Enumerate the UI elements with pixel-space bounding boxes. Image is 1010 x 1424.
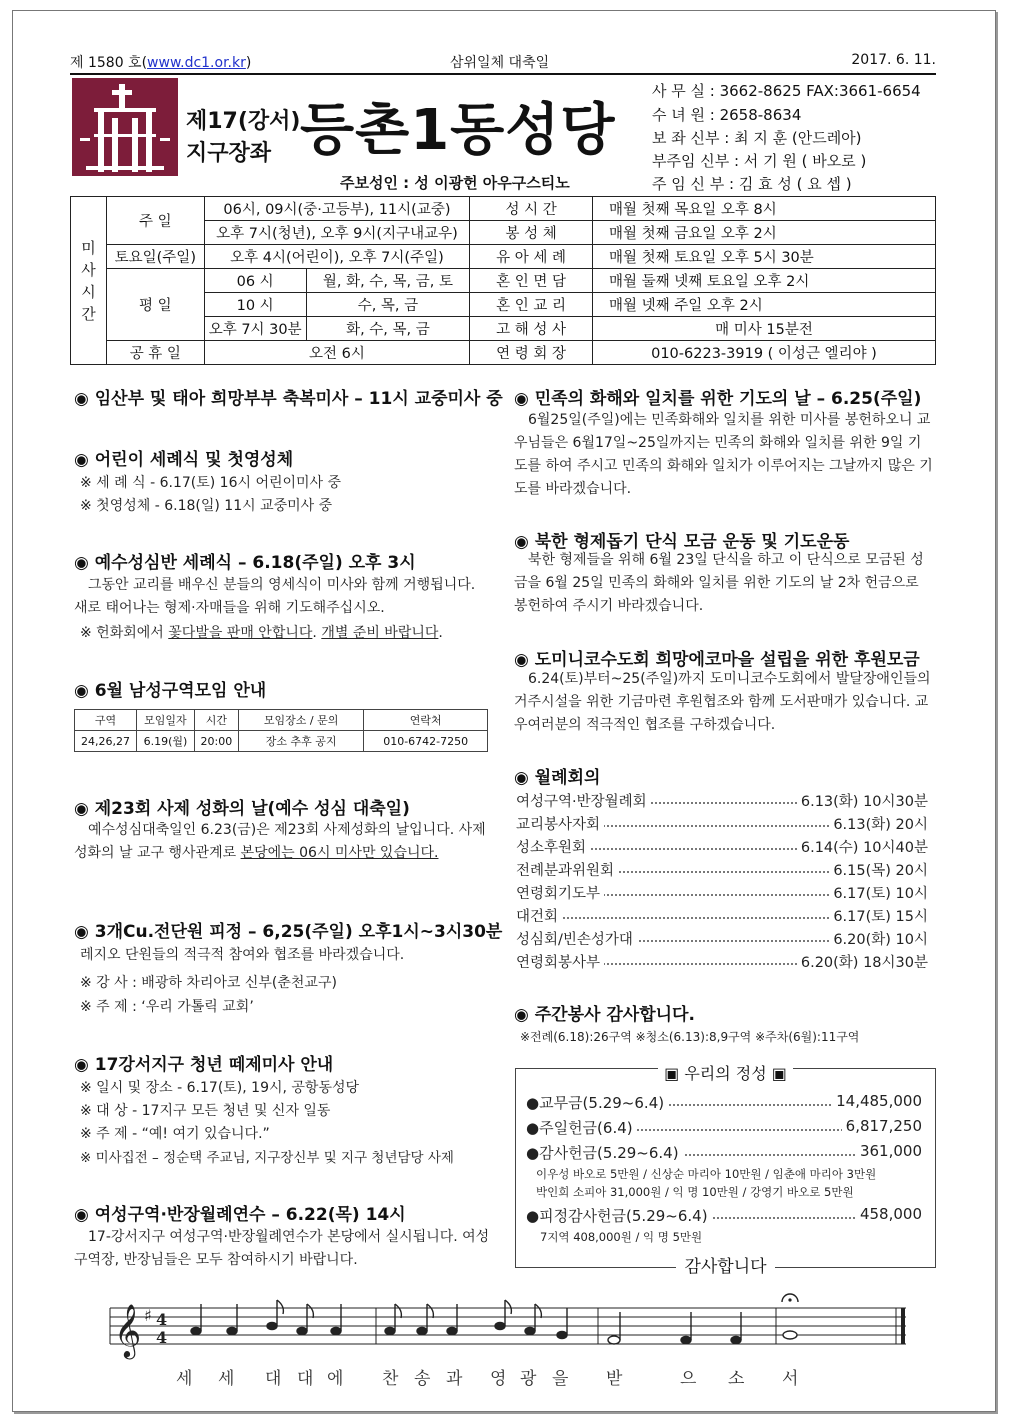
section-body: 6.24(토)부터~25(주일)까지 도미니코수도회에서 발달장애인들의 거주시설을 위한 기금마련 후원협조와 함께 도서판매가 있습니다. 교우여러분의 적극적인 협조를 구하겠습니다. xyxy=(514,671,931,733)
section-title: ◉ 월례회의 xyxy=(514,768,601,788)
section-title: ◉ 3개Cu.전단원 피정 – 6,25(주일) 오후1시~3시30분 xyxy=(74,922,503,942)
lyric-syllable: 에 xyxy=(327,1369,344,1389)
issue-line xyxy=(70,52,936,72)
time-signature: 4 xyxy=(156,1328,168,1347)
meeting-row xyxy=(516,790,928,812)
offering-name: ●주일헌금(6.4) xyxy=(526,1117,637,1138)
website-link[interactable]: www.dc1.or.kr xyxy=(147,55,246,71)
lyric-syllable: 대 xyxy=(265,1369,282,1389)
section-body xyxy=(74,819,490,865)
meeting-date: 6.13(화) 10시30분 xyxy=(797,790,928,811)
offering-name: ●피정감사헌금(5.29~6.4) xyxy=(526,1205,712,1226)
meeting-name: 연령회봉사부 xyxy=(516,951,604,972)
note-text: ※ 헌화회에서 xyxy=(80,625,169,641)
service-value: 매월 첫째 목요일 오후 8시 xyxy=(592,197,935,221)
note-emphasis: 꽃다발을 판매 안합니다 xyxy=(168,625,313,641)
lyric-syllable: 대 xyxy=(297,1369,314,1389)
meeting-row xyxy=(516,905,928,927)
table-header: 모임장소 / 문의 xyxy=(238,710,364,731)
list-item: ※ 일시 및 장소 - 6.17(토), 19시, 공항동성당 xyxy=(80,1080,360,1096)
service-value: 매월 첫째 금요일 오후 2시 xyxy=(592,221,935,245)
service-value: 010-6223-3919 ( 이성근 엘리야 ) xyxy=(592,341,935,365)
section-title: ◉ 임산부 및 태아 희망부부 축복미사 – 11시 교중미사 중 xyxy=(74,389,503,409)
lyric-syllable: 세 xyxy=(176,1369,193,1389)
meeting-name: 전례분과위원회 xyxy=(516,859,618,880)
body-text: 예수성심대축일인 6.23(금)은 제23회 사제성화의 날입니다. 사제 성화의 날 교구 행사관계로 xyxy=(74,822,486,861)
music-staff xyxy=(100,1290,910,1364)
thanks-text: 감사합니다 xyxy=(676,1257,774,1277)
weekday-days: 화, 수, 목, 금 xyxy=(306,317,470,341)
meeting-name: 대건회 xyxy=(516,905,562,926)
section-title: ◉ 어린이 세례식 및 첫영성체 xyxy=(74,450,294,470)
offering-amount: 361,000 xyxy=(856,1142,922,1160)
meeting-date: 6.15(목) 20시 xyxy=(829,859,928,880)
note-emphasis: 개별 준비 바랍니다 xyxy=(321,625,439,641)
section-title: ◉ 여성구역·반장월례연수 – 6.22(목) 14시 xyxy=(74,1205,406,1225)
header-rule xyxy=(70,73,936,75)
contact-pastor: 주 임 신 부 : 김 효 성 ( 요 셉 ) xyxy=(652,175,852,193)
offering-title: ▣ 우리의 정성 ▣ xyxy=(658,1064,793,1083)
lyric-syllable: 소 xyxy=(728,1369,745,1389)
sunday-label: 주 일 xyxy=(106,197,204,245)
contact-office: 사 무 실 : 3662-8625 FAX:3661-6654 xyxy=(652,82,921,100)
saturday-label: 토요일(주일) xyxy=(106,245,204,269)
meeting-name: 연령회기도부 xyxy=(516,882,604,903)
body-emphasis: 본당에는 06시 미사만 있습니다. xyxy=(240,845,439,861)
section-title: ◉ 민족의 화해와 일치를 위한 기도의 날 – 6.25(주일) xyxy=(514,389,922,409)
list-item: ※ 미사집전 – 정순택 주교님, 지구장신부 및 지구 청년담당 사제 xyxy=(80,1150,454,1166)
service-label: 유 아 세 례 xyxy=(470,245,593,269)
mass-schedule-table xyxy=(70,196,936,365)
section-body: 그동안 교리를 배우신 분들의 영세식이 미사와 함께 거행됩니다. 새로 태어나는 형제·자매들을 위해 기도해주십시오. xyxy=(74,577,476,616)
section-title: ◉ 북한 형제돕기 단식 모금 운동 및 기도운동 xyxy=(514,532,850,552)
district-label-2: 지구장좌 xyxy=(186,141,272,166)
sunday-times-1: 06시, 09시(중·고등부), 11시(교중) xyxy=(204,197,470,221)
lyric-syllable: 서 xyxy=(782,1369,799,1389)
section-title: ◉ 예수성심반 세례식 – 6.18(주일) 오후 3시 xyxy=(74,553,416,573)
service-label: 고 해 성 사 xyxy=(470,317,593,341)
donor-list: 7지역 408,000원 / 익 명 5만원 xyxy=(540,1230,703,1244)
meeting-name: 교리봉사자회 xyxy=(516,813,604,834)
weekday-days: 수, 목, 금 xyxy=(306,293,470,317)
section-title: ◉ 도미니코수도회 희망에코마을 설립을 위한 후원모금 xyxy=(514,650,920,670)
church-name: 등촌1동성당 xyxy=(300,98,616,163)
district-label-1: 제17(강서) xyxy=(186,109,301,134)
table-header: 연락처 xyxy=(364,710,488,731)
lyric-syllable: 송 xyxy=(414,1369,431,1389)
service-value: 매월 둘째 넷째 토요일 오후 2시 xyxy=(592,269,935,293)
issue-suffix: ) xyxy=(245,55,252,71)
offering-row xyxy=(526,1092,922,1114)
meeting-date: 6.20(화) 10시 xyxy=(829,928,928,949)
donor-list: 박인희 소피아 31,000원 / 익 명 10만원 / 강영기 바오로 5만원 xyxy=(536,1185,854,1199)
table-header: 구역 xyxy=(75,710,137,731)
service-value: 매 미사 15분전 xyxy=(592,317,935,341)
meeting-row xyxy=(516,951,928,973)
section-note xyxy=(80,622,443,642)
lyric-syllable: 을 xyxy=(552,1369,569,1389)
weekday-days: 월, 화, 수, 목, 금, 토 xyxy=(306,269,470,293)
lyric-syllable: 세 xyxy=(218,1369,235,1389)
table-cell: 장소 추후 공지 xyxy=(238,731,364,752)
table-header: 모임일자 xyxy=(136,710,194,731)
meeting-row xyxy=(516,836,928,858)
table-cell: 010-6742-7250 xyxy=(364,731,488,752)
weekday-time: 06 시 xyxy=(204,269,306,293)
section-title: ◉ 제23회 사제 성화의 날(예수 성심 대축일) xyxy=(74,799,410,819)
list-item: ※ 세 례 식 - 6.17(토) 16시 어린이미사 중 xyxy=(80,475,342,491)
meeting-date: 6.17(토) 10시 xyxy=(829,882,928,903)
patron-saint: 주보성인 : 성 이광헌 아우구스티노 xyxy=(340,174,570,192)
meeting-row xyxy=(516,928,928,950)
table-header: 시간 xyxy=(194,710,238,731)
meeting-date: 6.17(토) 15시 xyxy=(829,905,928,926)
volunteer-thanks: ※전례(6.18):26구역 ※청소(6.13):8,9구역 ※주차(6월):11구역 xyxy=(520,1030,860,1044)
offering-row xyxy=(526,1142,922,1164)
offering-amount: 14,485,000 xyxy=(832,1092,922,1110)
district-meeting-table xyxy=(74,709,488,752)
section-body: 17-강서지구 여성구역·반장월례연수가 본당에서 실시됩니다. 여성 구역장, 반장님들은 모두 참여하시기 바랍니다. xyxy=(74,1229,490,1268)
holiday-label: 공 휴 일 xyxy=(106,341,204,365)
lyric-syllable: 광 xyxy=(520,1369,537,1389)
lyric-syllable: 으 xyxy=(680,1369,697,1389)
donor-list: 이우성 바오로 5만원 / 신상순 마리아 10만원 / 임춘애 마리아 3만원 xyxy=(536,1167,877,1181)
meeting-row xyxy=(516,859,928,881)
meeting-date: 6.13(화) 20시 xyxy=(829,813,928,834)
meeting-name: 성소후원회 xyxy=(516,836,590,857)
offering-row xyxy=(526,1205,922,1227)
thanks-wrap xyxy=(515,1252,936,1277)
mass-time-label: 미사시간 xyxy=(71,197,107,365)
issue-number: 제 1580 호( xyxy=(70,55,148,71)
offering-name: ●교무금(5.29~6.4) xyxy=(526,1092,668,1113)
note-text: . xyxy=(312,625,322,641)
service-label: 혼 인 교 리 xyxy=(470,293,593,317)
offering-title-wrap xyxy=(515,1061,936,1084)
note-text: . xyxy=(438,625,443,641)
list-item: ※ 강 사 : 배광하 차리아코 신부(춘천교구) xyxy=(80,975,337,991)
church-logo xyxy=(72,78,178,176)
time-signature: 4 xyxy=(156,1310,168,1329)
service-label: 혼 인 면 담 xyxy=(470,269,593,293)
contact-associate-priest: 부주임 신부 : 서 기 원 ( 바오로 ) xyxy=(652,152,867,170)
weekday-label: 평 일 xyxy=(106,269,204,341)
service-label: 성 시 간 xyxy=(470,197,593,221)
table-cell: 6.19(월) xyxy=(136,731,194,752)
weekday-time: 오후 7시 30분 xyxy=(204,317,306,341)
service-label: 연 령 회 장 xyxy=(470,341,593,365)
table-cell: 24,26,27 xyxy=(75,731,137,752)
meeting-date: 6.14(수) 10시40분 xyxy=(797,836,928,857)
meeting-name: 여성구역·반장월례회 xyxy=(516,790,651,811)
meeting-row xyxy=(516,882,928,904)
feast-name: 삼위일체 대축일 xyxy=(450,55,550,71)
section-body: 6월25일(주일)에는 민족화해와 일치를 위한 미사를 봉헌하오니 교우님들은 6월17일~25일까지는 민족의 화해와 일치를 위한 9일 기도를 하여 주시고 민족의 화해와 일치가 이루어지는 그날까지 많은 기도를 바라겠습니다. xyxy=(514,412,933,497)
meeting-row xyxy=(516,813,928,835)
service-label: 봉 성 체 xyxy=(470,221,593,245)
holiday-time: 오전 6시 xyxy=(204,341,470,365)
list-item: ※ 첫영성체 - 6.18(일) 11시 교중미사 중 xyxy=(80,498,333,514)
offering-row xyxy=(526,1117,922,1139)
section-body: 북한 형제들을 위해 6월 23일 단식을 하고 이 단식으로 모금된 성금을 6월 25일 민족의 화해와 일치를 위한 기도의 날 2차 헌금으로 봉헌하여 주시기 바라겠습니다. xyxy=(514,552,924,614)
lyric-syllable: 과 xyxy=(446,1369,463,1389)
contact-assistant-priest: 보 좌 신부 : 최 지 훈 (안드레아) xyxy=(652,129,862,147)
weekday-time: 10 시 xyxy=(204,293,306,317)
sunday-times-2: 오후 7시(청년), 오후 9시(지구내교우) xyxy=(204,221,470,245)
list-item: ※ 주 제 - “예! 여기 있습니다.” xyxy=(80,1126,270,1142)
treble-clef-icon: 𝄞 xyxy=(114,1303,142,1357)
saturday-times: 오후 4시(어린이), 오후 7시(주일) xyxy=(204,245,470,269)
sharp-icon: ♯ xyxy=(144,1306,152,1325)
service-value: 매월 넷째 주일 오후 2시 xyxy=(592,293,935,317)
section-body: 레지오 단원들의 적극적 참여와 협조를 바라겠습니다. xyxy=(80,947,405,963)
offering-amount: 6,817,250 xyxy=(842,1117,922,1135)
lyric-syllable: 영 xyxy=(490,1369,507,1389)
meeting-date: 6.20(화) 18시30분 xyxy=(797,951,928,972)
offering-amount: 458,000 xyxy=(856,1205,922,1223)
issue-date: 2017. 6. 11. xyxy=(851,52,936,68)
lyric-syllable: 받 xyxy=(606,1369,623,1389)
section-title: ◉ 17강서지구 청년 떼제미사 안내 xyxy=(74,1055,334,1075)
table-cell: 20:00 xyxy=(194,731,238,752)
offering-name: ●감사헌금(5.29~6.4) xyxy=(526,1142,683,1163)
lyric-syllable: 찬 xyxy=(382,1369,399,1389)
contact-convent: 수 녀 원 : 2658-8634 xyxy=(652,106,802,124)
meeting-name: 성심회/빈손성가대 xyxy=(516,928,637,949)
service-value: 매월 첫째 토요일 오후 5시 30분 xyxy=(592,245,935,269)
section-title: ◉ 6월 남성구역모임 안내 xyxy=(74,681,267,701)
section-title: ◉ 주간봉사 감사합니다. xyxy=(514,1005,695,1025)
list-item: ※ 대 상 - 17지구 모든 청년 및 신자 일동 xyxy=(80,1103,331,1119)
list-item: ※ 주 제 : ‘우리 가톨릭 교회’ xyxy=(80,999,254,1015)
